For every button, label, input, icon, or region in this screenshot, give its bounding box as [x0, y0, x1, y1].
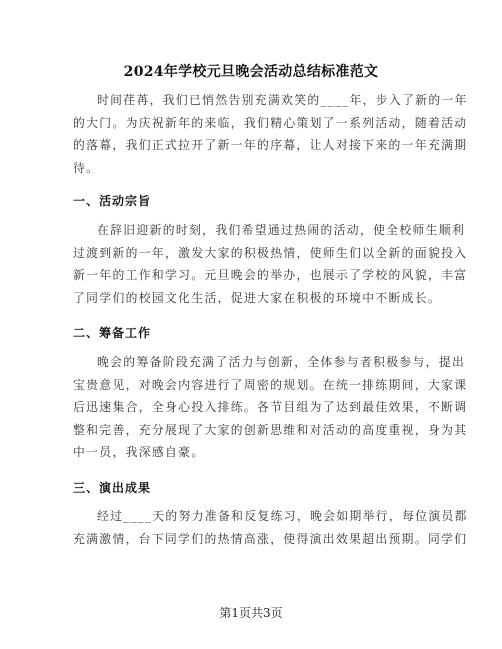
section-heading-purpose: 一、活动宗旨 — [73, 194, 152, 208]
paragraph-line: 中一员，我深感自豪。 — [73, 445, 205, 459]
paragraph-line: 充满激情，台下同学们的热情高涨，使得演出效果超出预期。同学们 — [73, 531, 468, 546]
intro-line: 的落幕，我们正式拉开了新一年的序幕，让人对接下来的一年充满期 — [73, 138, 468, 152]
paragraph-line: 了同学们的校园文化生活，促进大家在积极的环境中不断成长。 — [73, 290, 442, 305]
paragraph-line: 过渡到新的一年，激发大家的积极热情，使师生们以全新的面貌投入 — [73, 245, 468, 260]
intro-line: 待。 — [73, 160, 100, 175]
section-heading-results: 三、演出成果 — [73, 481, 152, 495]
document-title: 2024年学校元旦晚会活动总结标准范文 — [123, 64, 379, 80]
paragraph-line: 新一年的工作和学习。元旦晚会的举办，也展示了学校的风貌，丰富 — [73, 268, 468, 282]
intro-paragraph — [73, 89, 468, 179]
paragraph-line: 宝贵意见，对晚会内容进行了周密的规划。在统一排练期间，大家课 — [73, 377, 468, 392]
section-paragraph-purpose — [73, 219, 468, 309]
paragraph-line: 经过____天的努力准备和反复练习，晚会如期举行，每位演员都 — [97, 509, 468, 523]
section-heading-preparation: 二、筹备工作 — [73, 326, 152, 340]
paragraph-line: 后迅速集合，全身心投入排练。各节目组为了达到最佳效果，不断调 — [73, 400, 468, 414]
section-paragraph-preparation — [73, 351, 468, 464]
page-number: 第1页共3页 — [219, 606, 283, 620]
intro-line: 时间荏苒，我们已悄然告别充满欢笑的____年，步入了新的一年 — [97, 93, 468, 107]
paragraph-line: 整和完善，充分展现了大家的创新思维和对活动的高度重视，身为其 — [73, 422, 468, 437]
intro-line: 的大门。为庆祝新年的来临，我们精心策划了一系列活动，随着活动 — [73, 115, 468, 130]
paragraph-line: 晚会的筹备阶段充满了活力与创新，全体参与者积极参与，提出 — [97, 355, 466, 369]
paragraph-line: 在辞旧迎新的时刻，我们希望通过热闹的活动，使全校师生顺利 — [97, 223, 466, 237]
section-paragraph-results — [73, 505, 468, 550]
